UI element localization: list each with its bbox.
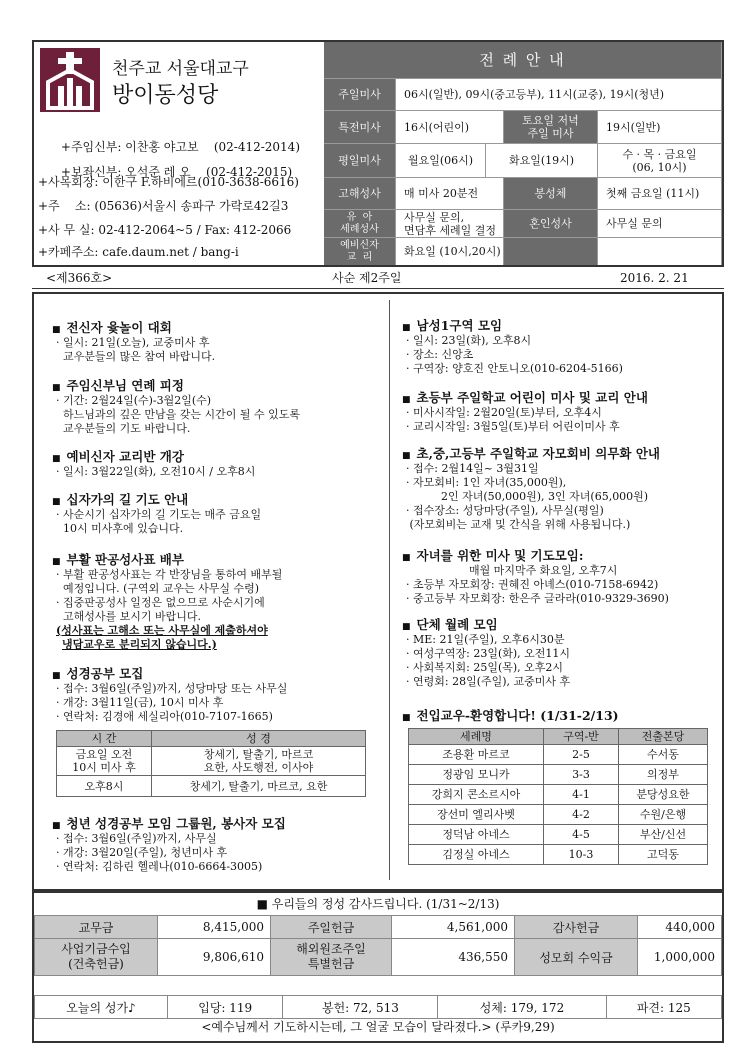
offering-table	[34, 915, 722, 976]
line: 매월 마지막주 화요일, 오후7시	[406, 564, 618, 577]
hymn-communion: 성체: 179, 172	[438, 996, 606, 1019]
table-cell: 4-2	[544, 805, 619, 825]
table-row	[35, 939, 722, 976]
table-row	[35, 916, 722, 939]
announcement	[402, 388, 720, 434]
announcement-title: ■ 초등부 주일학교 어린이 미사 및 교리 안내	[402, 388, 720, 406]
announcement-title: ■ 전입교우-환영합니다! (1/31-2/13)	[402, 706, 720, 724]
sick-communion-label: 봉성체	[504, 178, 598, 210]
table-cell: 강희지 콘소르시아	[409, 785, 544, 805]
cafe-row: +카페주소: cafe.daum.net / bang-i	[38, 245, 239, 259]
table-cell: 2-5	[544, 745, 619, 765]
table-cell: 오후8시	[57, 776, 152, 797]
weekday-mass-label: 평일미사	[324, 144, 396, 178]
line: · 초등부 자모회장: 권혜진 아녜스(010-7158-6942)	[406, 578, 659, 591]
announcement	[52, 664, 382, 724]
liturgy-schedule	[324, 42, 722, 265]
table-cell: 창세기, 탈출기, 마르코, 요한	[152, 776, 366, 797]
bible-study-table	[56, 730, 366, 797]
table-cell: 김정실 아네스	[409, 845, 544, 865]
table-cell: 8,415,000	[158, 916, 271, 939]
line: 10시 미사후에 있습니다.	[56, 522, 184, 535]
announcement	[402, 316, 720, 376]
table-row	[57, 776, 366, 797]
announcement-title: ■ 단체 월례 모임	[402, 615, 720, 633]
line: · 미사시작일: 2월20일(토)부터, 오후4시	[406, 406, 602, 419]
line: · 접수: 2월14일~ 3월31일	[406, 462, 539, 475]
announcement	[402, 706, 720, 724]
weekday-other: 수 · 목 · 금요일 (06, 10시)	[598, 144, 722, 178]
special-mass-label: 특전미사	[324, 111, 396, 144]
announcement-title: ■ 청년 성경공부 모임 그룹원, 봉사자 모집	[52, 814, 382, 832]
line: · 사순시기 십자가의 길 기도는 매주 금요일	[56, 508, 262, 521]
offering-title: ■ 우리들의 정성 감사드립니다. (1/31~2/13)	[256, 897, 500, 911]
empty-cell	[598, 238, 722, 265]
line: 교우분들의 많은 참여 바랍니다.	[56, 350, 216, 363]
table-cell: 사업기금수입 (건축헌금)	[35, 939, 158, 976]
announcement	[52, 318, 382, 364]
line: 예정입니다. (구역외 교우는 사무실 수령)	[56, 582, 260, 595]
table-cell: 해외원조주일 특별헌금	[271, 939, 392, 976]
line: · 연령회: 28일(주일), 교중미사 후	[406, 675, 571, 688]
header-box	[32, 40, 724, 267]
line: 고해성사를 보시기 바랍니다.	[56, 610, 201, 623]
hymn-offertory: 봉헌: 72, 513	[283, 996, 438, 1019]
table-row	[409, 805, 708, 825]
weekday-mon: 월요일(06시)	[396, 144, 486, 178]
announcement	[52, 447, 382, 479]
table-cell: 감사헌금	[515, 916, 638, 939]
announcement	[52, 490, 382, 536]
table-cell: 1,000,000	[638, 939, 722, 976]
diocese-name: 천주교 서울대교구	[112, 59, 249, 79]
table-cell: 3-3	[544, 765, 619, 785]
announcement	[402, 444, 720, 532]
hymn-label: 오늘의 성가♪	[35, 996, 168, 1019]
issue-date: 2016. 2. 21	[620, 271, 689, 285]
address-row: +주 소: (05636)서울시 송파구 가락로42길3	[38, 199, 289, 213]
table-header: 세례명	[409, 729, 544, 745]
hymn-entrance: 입당: 119	[168, 996, 283, 1019]
catechumen-label: 예비신자 교 리	[324, 238, 396, 265]
emphasis-line: (성사표는 고해소 또는 사무실에 제출하셔야	[56, 624, 268, 637]
line: · 연락처: 김하린 헬레나(010-6664-3005)	[56, 860, 263, 873]
table-row	[409, 845, 708, 865]
liturgical-week: 사순 제2주일	[332, 271, 402, 285]
infant-baptism-value: 사무실 문의, 면담후 세례일 결정	[396, 210, 504, 238]
saturday-mass-label: 토요일 저녁 주일 미사	[504, 111, 598, 144]
table-cell: 성모회 수익금	[515, 939, 638, 976]
table-header: 시 간	[57, 731, 152, 747]
table-cell: 분당성요한	[619, 785, 708, 805]
table-row	[35, 996, 722, 1019]
infant-baptism-label: 유 아 세례성사	[324, 210, 396, 238]
line: · 개강: 3월11일(금), 10시 미사 후	[56, 696, 224, 709]
line: 교우분들의 기도 바랍니다.	[56, 422, 191, 435]
announcement	[52, 376, 382, 436]
line: · 자모회비: 1인 자녀(35,000원),	[406, 476, 567, 489]
sunday-mass-label: 주일미사	[324, 79, 396, 111]
table-cell: 주일헌금	[271, 916, 392, 939]
table-header: 구역-반	[544, 729, 619, 745]
table-cell: 4-1	[544, 785, 619, 805]
table-cell: 436,550	[392, 939, 515, 976]
table-cell: 4-5	[544, 825, 619, 845]
issue-number: <제366호>	[46, 271, 113, 285]
empty-dark-cell	[504, 238, 598, 265]
announcement	[402, 546, 720, 606]
announcements	[32, 292, 724, 891]
saturday-mass-value: 19시(일반)	[598, 111, 722, 144]
line: · 집중판공성사 일정은 없으므로 사순시기에	[56, 596, 265, 609]
table-cell: 의정부	[619, 765, 708, 785]
staff-row: +보좌신부: 오석준 레 오 (02-412-2015)	[60, 165, 293, 179]
table-header: 성 경	[152, 731, 366, 747]
table-cell: 교무금	[35, 916, 158, 939]
table-cell: 수원/은행	[619, 805, 708, 825]
divider-line	[32, 288, 724, 289]
table-cell: 부산/신선	[619, 825, 708, 845]
announcement-title: ■ 초,중,고등부 주일학교 자모회비 의무화 안내	[402, 444, 720, 462]
scripture-quote: <예수님께서 기도하시는데, 그 얼굴 모습이 달라졌다.> (루카9,29)	[201, 1020, 555, 1034]
schedule-title: 전 례 안 내	[324, 42, 722, 79]
line: · 구역장: 양호진 안토니오(010-6204-5166)	[406, 362, 623, 375]
hymn-table	[34, 995, 722, 1019]
table-row	[57, 747, 366, 776]
hymn-recessional: 파견: 125	[606, 996, 721, 1019]
table-cell: 정광임 모니카	[409, 765, 544, 785]
announcement	[52, 550, 382, 652]
announcement-title: ■ 부활 판공성사표 배부	[52, 550, 382, 568]
church-logo-icon	[40, 48, 100, 112]
announcement	[52, 814, 382, 874]
table-cell: 조용환 마르코	[409, 745, 544, 765]
line: · 일시: 23일(화), 오후8시	[406, 334, 532, 347]
line: · 접수: 3월6일(주일)까지, 사무실	[56, 832, 217, 845]
staff-row: +사목회장: 이한구 F.하비에르(010-3638-6616)	[38, 175, 299, 189]
sick-communion-value: 첫째 금요일 (11시)	[598, 178, 722, 210]
staff-row: +주임신부: 이찬홍 야고보 (02-412-2014)	[60, 140, 300, 154]
line: · 연락처: 김경애 세실리아(010-7107-1665)	[56, 710, 273, 723]
line: · 접수: 3월6일(주일)까지, 성당마당 또는 사무실	[56, 682, 288, 695]
line: · 중고등부 자모회장: 한은주 글라라(010-9329-3690)	[406, 592, 669, 605]
line: 하느님과의 깊은 만남을 갖는 시간이 될 수 있도록	[56, 408, 300, 421]
table-cell: 장선미 엘리사벳	[409, 805, 544, 825]
announcement-title: ■ 예비신자 교리반 개강	[52, 447, 382, 465]
line: · 장소: 신앙초	[406, 348, 474, 361]
announcement-title: ■ 자녀를 위한 미사 및 기도모임:	[402, 546, 720, 564]
marriage-label: 혼인성사	[504, 210, 598, 238]
table-cell: 4,561,000	[392, 916, 515, 939]
offering-box	[32, 891, 724, 1043]
catechumen-value: 화요일 (10시,20시)	[396, 238, 504, 265]
announcement-title: ■ 전신자 윷놀이 대회	[52, 318, 382, 336]
line: · 일시: 3월22일(화), 오전10시 / 오후8시	[56, 465, 256, 478]
table-cell: 창세기, 탈출기, 마르코 요한, 사도행전, 이사야	[152, 747, 366, 776]
line: · 사회복지회: 25일(목), 오후2시	[406, 661, 564, 674]
column-divider	[389, 300, 390, 880]
emphasis-line: 냉담교우로 분리되지 않습니다.)	[62, 638, 217, 651]
line: · 교리시작일: 3월5일(토)부터 어린이미사 후	[406, 420, 620, 433]
table-cell: 금요일 오전 10시 미사 후	[57, 747, 152, 776]
announcement-title: ■ 성경공부 모집	[52, 664, 382, 682]
table-cell: 440,000	[638, 916, 722, 939]
confession-label: 고해성사	[324, 178, 396, 210]
church-info	[34, 42, 324, 265]
office-row: +사 무 실: 02-412-2064~5 / Fax: 412-2066	[38, 223, 292, 237]
table-cell: 정덕남 아네스	[409, 825, 544, 845]
sunday-mass-value: 06시(일반), 09시(중고등부), 11시(교중), 19시(청년)	[396, 79, 722, 111]
line: (자모회비는 교재 및 간식을 위해 사용됩니다.)	[406, 518, 631, 531]
line: · 접수장소: 성당마당(주일), 사무실(평일)	[406, 504, 604, 517]
table-row	[409, 745, 708, 765]
weekday-tue: 화요일(19시)	[486, 144, 598, 178]
table-row	[409, 765, 708, 785]
parish-name: 방이동성당	[112, 83, 219, 108]
table-cell: 수서동	[619, 745, 708, 765]
line: · 여성구역장: 23일(화), 오전11시	[406, 647, 571, 660]
announcement-title: ■ 십자가의 길 기도 안내	[52, 490, 382, 508]
special-mass-value: 16시(어린이)	[396, 111, 504, 144]
line: 2인 자녀(50,000원), 3인 자녀(65,000원)	[406, 490, 649, 503]
table-header: 전출본당	[619, 729, 708, 745]
table-cell: 고덕동	[619, 845, 708, 865]
table-row	[409, 785, 708, 805]
marriage-value: 사무실 문의	[598, 210, 722, 238]
line: · ME: 21일(주일), 오후6시30분	[406, 633, 565, 646]
line: · 부활 판공성사표는 각 반장님을 통하여 배부될	[56, 568, 283, 581]
announcement-title: ■ 남성1구역 모임	[402, 316, 720, 334]
table-cell: 9,806,610	[158, 939, 271, 976]
confession-value: 매 미사 20분전	[396, 178, 504, 210]
announcement-title: ■ 주임신부님 연례 피정	[52, 376, 382, 394]
line: · 기간: 2월24일(수)-3월2일(수)	[56, 394, 212, 407]
table-row	[409, 825, 708, 845]
line: · 일시: 21일(오늘), 교중미사 후	[56, 336, 210, 349]
announcement	[402, 615, 720, 689]
welcome-table	[408, 728, 708, 865]
line: · 개강: 3월20일(주일), 청년미사 후	[56, 846, 228, 859]
table-cell: 10-3	[544, 845, 619, 865]
